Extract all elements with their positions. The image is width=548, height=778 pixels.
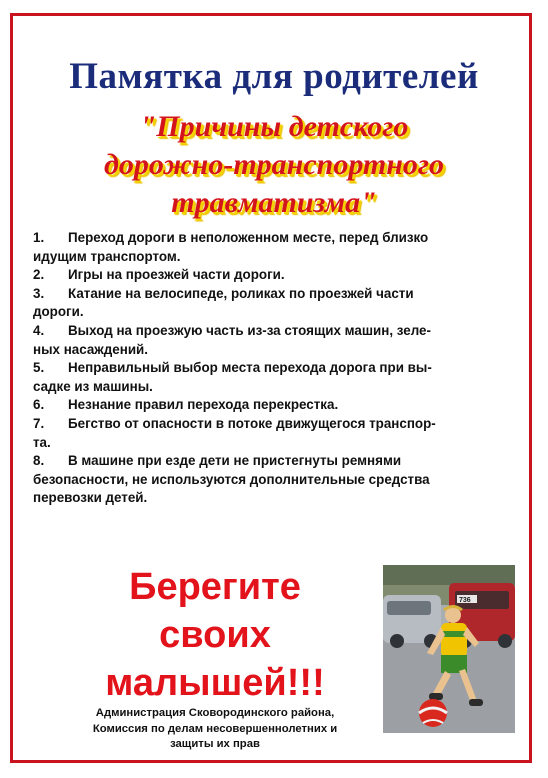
item-text: Переход дороги в неположенном месте, перед близко xyxy=(68,230,429,245)
item-number: 7. xyxy=(33,415,45,431)
child-with-ball-photo xyxy=(383,565,515,733)
list-item xyxy=(33,359,511,396)
item-text: Незнание правил перехода перекрестка. xyxy=(68,397,339,413)
item-number: 8. xyxy=(33,453,45,469)
item-number: 3. xyxy=(33,285,45,301)
item-text: садке из машины. xyxy=(33,378,153,394)
item-text: Неправильный выбор места перехода дорога при вы- xyxy=(68,360,432,376)
causes-list xyxy=(33,229,511,508)
page-title: Памятка для родителей xyxy=(69,56,479,97)
list-item xyxy=(33,322,511,359)
list-item xyxy=(33,415,511,452)
item-text: та. xyxy=(33,434,51,450)
item-text: перевозки детей. xyxy=(33,490,148,506)
item-text: безопасности, не используются дополнительные средства xyxy=(33,471,430,487)
item-text: В машине при езде дети не пристегнуты ремнями xyxy=(68,453,402,469)
subtitle-line: дорожно-транспортного xyxy=(103,148,444,181)
footer-line: Комиссия по делам несовершеннолетних и xyxy=(92,722,338,735)
footer-line: Администрация Сковородинского района, xyxy=(95,707,335,719)
item-text: Выход на проезжую часть из-за стоящих машин, зеле- xyxy=(68,322,431,338)
item-text: Бегство от опасности в потоке движущегося транспор- xyxy=(68,415,436,431)
footer-signature xyxy=(70,706,360,753)
slogan-line: своих xyxy=(159,614,271,656)
item-text: ных насаждений. xyxy=(33,341,148,357)
subtitle-line: травматизма" xyxy=(171,186,377,219)
item-text: Игры на проезжей части дороги. xyxy=(68,267,285,283)
list-item xyxy=(33,396,511,415)
footer-line: защиты их прав xyxy=(170,738,260,750)
item-text: идущим транспортом. xyxy=(33,248,181,264)
slogan-line: Берегите xyxy=(129,566,301,608)
slogan-line: малышей!!! xyxy=(105,662,325,704)
item-text: дороги. xyxy=(33,304,84,320)
list-item xyxy=(33,266,511,285)
subtitle-line: "Причины детского xyxy=(139,110,409,143)
item-number: 2. xyxy=(33,267,45,283)
item-number: 5. xyxy=(33,360,45,376)
plate-text: 736 xyxy=(459,597,471,604)
item-number: 1. xyxy=(33,230,45,245)
subtitle xyxy=(20,108,528,222)
list-item xyxy=(33,229,511,266)
item-text: Катание на велосипеде, роликах по проезжей части xyxy=(68,285,414,301)
item-number: 4. xyxy=(33,322,45,338)
list-item xyxy=(33,285,511,322)
slogan xyxy=(70,563,360,707)
item-number: 6. xyxy=(33,397,45,413)
list-item xyxy=(33,452,511,508)
